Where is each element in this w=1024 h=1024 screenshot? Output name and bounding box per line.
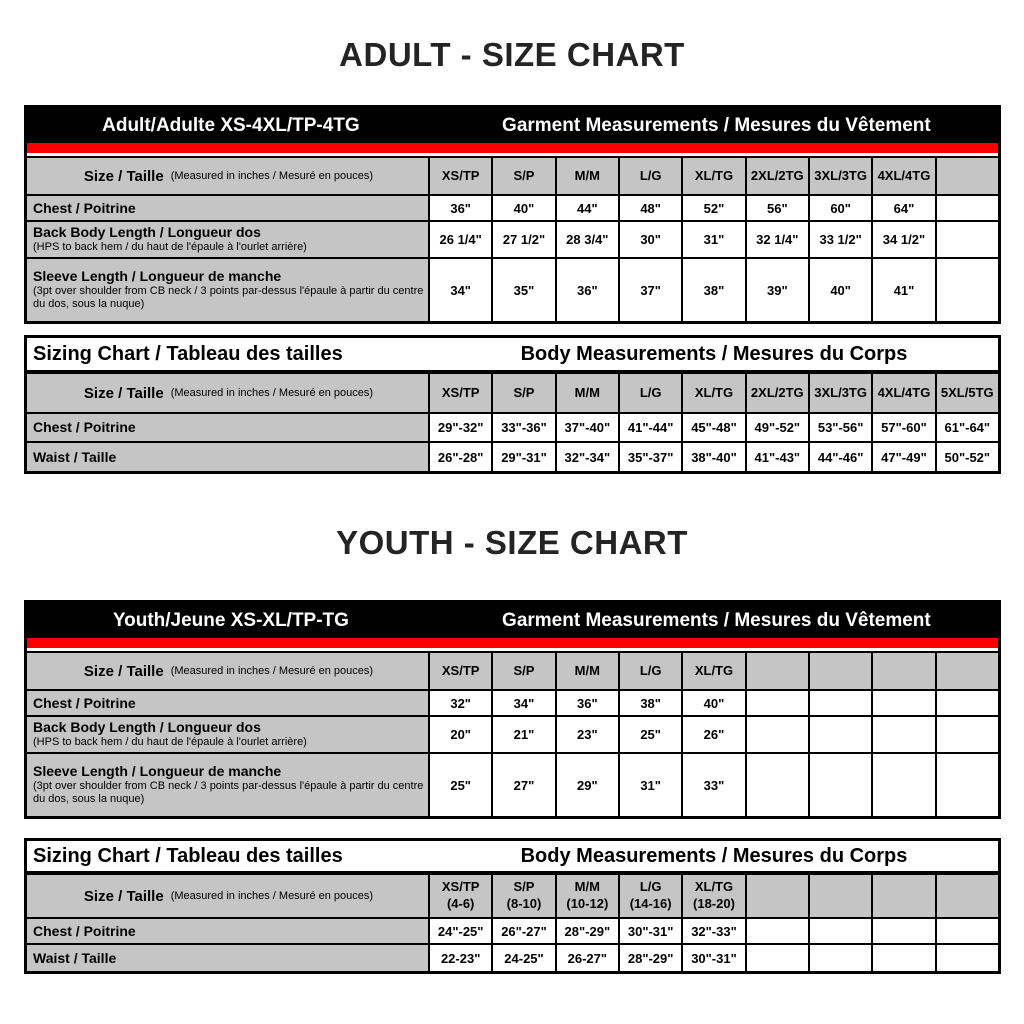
size-label-cell (27, 875, 430, 917)
value-text: 53"-56" (817, 420, 864, 435)
value-cell (557, 259, 620, 321)
size-label: Size / Taille (83, 167, 164, 185)
value-text: 50"-52" (944, 449, 991, 465)
size-measure-note: (Measured in inches / Mesuré en pouces) (170, 665, 374, 677)
adult-garment-header-right: Garment Measurements / Mesures du Vêtement (502, 114, 931, 136)
value-cell (937, 196, 998, 220)
adult-body-table (24, 335, 1001, 474)
value-cell (557, 222, 620, 257)
value-cell (937, 754, 998, 816)
size-column-header (557, 374, 620, 412)
size-column-label: XS/TP (441, 662, 480, 678)
value-cell (620, 196, 683, 220)
measurement-row (27, 259, 998, 321)
value-cell (683, 443, 746, 471)
value-cell (747, 717, 810, 752)
size-column-header (810, 653, 873, 689)
size-column-header (810, 875, 873, 917)
value-cell (683, 717, 746, 752)
value-cell (557, 691, 620, 715)
row-label: Waist / Taille (33, 448, 117, 465)
youth-body-header-right: Body Measurements / Mesures du Corps (520, 844, 908, 867)
value-cell (620, 222, 683, 257)
value-cell (493, 443, 556, 471)
value-cell (620, 754, 683, 816)
youth-garment-header-left: Youth/Jeune XS-XL/TP-TG (112, 609, 349, 631)
value-text: 29" (577, 777, 598, 793)
size-column-label: 3XL/3TG (814, 384, 867, 400)
value-cell (747, 196, 810, 220)
value-cell (620, 717, 683, 752)
value-cell (873, 754, 936, 816)
size-column-header (493, 374, 556, 412)
value-text: 40" (830, 282, 851, 298)
value-cell (430, 945, 493, 971)
value-text: 26"-28" (437, 449, 484, 465)
value-cell (493, 945, 556, 971)
row-note: (3pt over shoulder from CB neck / 3 points par-dessus l'épaule à partir du centre du dos, sous la nuque) (33, 284, 424, 311)
value-cell (620, 259, 683, 321)
value-cell (810, 414, 873, 441)
value-text: 34 1/2" (882, 232, 926, 247)
value-cell (683, 691, 746, 715)
size-column-label: 5XL/5TG (940, 384, 994, 400)
value-cell (683, 414, 746, 441)
value-cell (873, 443, 936, 471)
value-cell (747, 945, 810, 971)
size-column-label: M/M (574, 662, 600, 678)
value-cell (747, 754, 810, 816)
value-cell (557, 414, 620, 441)
value-cell (937, 443, 998, 471)
value-text: 33 1/2" (819, 232, 862, 247)
value-text: 47"-49" (881, 449, 927, 465)
value-text: 24"-25" (437, 923, 484, 939)
size-column-header (620, 374, 683, 412)
value-cell (430, 754, 493, 816)
value-text: 35" (513, 282, 535, 298)
size-column-label: 4XL/4TG (877, 384, 931, 400)
row-label: Back Body Length / Longueur dos (33, 719, 261, 736)
value-text: 20" (450, 727, 471, 742)
measurement-row (27, 443, 998, 471)
size-column-header (620, 875, 683, 917)
value-cell (493, 259, 556, 321)
value-text: 64" (893, 200, 915, 216)
value-text: 30"-31" (627, 923, 674, 939)
value-text: 28 3/4" (566, 232, 609, 247)
row-label-cell (27, 443, 430, 471)
size-column-label: 2XL/2TG (750, 167, 804, 183)
value-text: 36" (450, 200, 471, 216)
value-cell (493, 222, 556, 257)
value-cell (873, 717, 936, 752)
size-column-label: L/G (639, 167, 662, 183)
size-measure-note: (Measured in inches / Mesuré en pouces) (170, 387, 374, 399)
size-column-header (937, 158, 998, 194)
value-text: 49"-52" (754, 420, 801, 435)
value-cell (810, 691, 873, 715)
value-cell (430, 919, 493, 943)
value-cell (620, 414, 683, 441)
value-cell (430, 259, 493, 321)
value-cell (810, 717, 873, 752)
youth-garment-header-right: Garment Measurements / Mesures du Vêtement (502, 609, 931, 631)
size-label: Size / Taille (83, 662, 164, 680)
value-text: 22-23" (440, 950, 481, 966)
value-text: 41" (893, 282, 915, 298)
value-text: 48" (640, 200, 661, 216)
row-label-cell (27, 259, 430, 321)
youth-body-header-left: Sizing Chart / Tableau des tailles (33, 844, 343, 867)
value-cell (683, 919, 746, 943)
adult-garment-header-bar (27, 108, 998, 143)
value-cell (873, 919, 936, 943)
row-label-cell (27, 691, 430, 715)
value-text: 23" (577, 727, 598, 742)
value-cell (810, 196, 873, 220)
value-cell (493, 196, 556, 220)
youth-body-grid (27, 873, 998, 971)
value-text: 60" (830, 200, 851, 216)
adult-body-grid (27, 372, 998, 471)
size-column-header (493, 653, 556, 689)
size-label-cell (27, 158, 430, 194)
value-cell (937, 919, 998, 943)
value-text: 25" (640, 727, 661, 742)
row-label: Chest / Poitrine (33, 922, 136, 939)
size-measure-note: (Measured in inches / Mesuré en pouces) (170, 890, 374, 902)
size-column-label: S/P (513, 384, 535, 400)
value-text: 24-25" (504, 950, 544, 966)
youth-body-header-bar (27, 841, 998, 873)
size-column-sublabel: (4-6) (446, 896, 475, 911)
size-column-header (810, 158, 873, 194)
size-column-header (493, 875, 556, 917)
value-text: 36" (577, 282, 598, 298)
value-cell (683, 754, 746, 816)
size-column-label: M/M (574, 879, 600, 895)
row-label: Sleeve Length / Longueur de manche (33, 267, 282, 284)
value-text: 37" (640, 282, 661, 298)
size-column-header (683, 653, 746, 689)
size-column-header (430, 374, 493, 412)
row-note: (HPS to back hem / du haut de l'épaule à l'ourlet arrière) (33, 736, 307, 749)
size-column-header (557, 653, 620, 689)
size-column-header (430, 158, 493, 194)
value-cell (937, 717, 998, 752)
value-text: 44" (577, 200, 598, 216)
value-cell (747, 259, 810, 321)
red-accent-stripe (27, 143, 998, 153)
row-label: Chest / Poitrine (33, 199, 136, 216)
row-label-cell (27, 919, 430, 943)
value-text: 26" (703, 727, 725, 742)
value-cell (430, 717, 493, 752)
adult-body-header-left: Sizing Chart / Tableau des tailles (33, 342, 343, 365)
value-text: 32 1/4" (756, 232, 799, 247)
value-text: 57"-60" (881, 420, 927, 435)
value-cell (493, 414, 556, 441)
size-column-header (430, 653, 493, 689)
value-cell (873, 222, 936, 257)
value-cell (493, 919, 556, 943)
value-cell (557, 717, 620, 752)
value-cell (620, 443, 683, 471)
size-column-label: XL/TG (694, 662, 734, 678)
row-label: Back Body Length / Longueur dos (33, 224, 261, 241)
value-cell (683, 259, 746, 321)
value-cell (937, 222, 998, 257)
size-column-label: L/G (639, 384, 662, 400)
row-label-cell (27, 945, 430, 971)
value-text: 40" (703, 695, 725, 711)
value-text: 41"-43" (754, 449, 801, 465)
youth-garment-table (24, 600, 1001, 819)
measurement-row (27, 945, 998, 971)
red-accent-stripe (27, 638, 998, 648)
adult-body-header-bar (27, 338, 998, 372)
value-cell (810, 919, 873, 943)
value-cell (430, 443, 493, 471)
value-text: 32"-34" (564, 449, 611, 465)
value-text: 28"-29" (627, 950, 674, 966)
size-header-row (27, 653, 998, 691)
value-text: 27" (513, 777, 535, 793)
size-label: Size / Taille (83, 887, 164, 905)
value-text: 26"-27" (501, 923, 547, 939)
size-column-header (493, 158, 556, 194)
size-column-header (873, 875, 936, 917)
value-cell (430, 196, 493, 220)
value-cell (937, 259, 998, 321)
size-column-header (747, 374, 810, 412)
size-column-header (557, 158, 620, 194)
size-column-label: M/M (574, 167, 600, 183)
size-label-cell (27, 374, 430, 412)
size-label: Size / Taille (83, 384, 164, 402)
value-cell (557, 754, 620, 816)
row-label: Chest / Poitrine (33, 694, 136, 711)
value-text: 37"-40" (564, 420, 611, 435)
value-text: 40" (513, 200, 535, 216)
value-cell (937, 945, 998, 971)
size-measure-note: (Measured in inches / Mesuré en pouces) (170, 170, 374, 182)
adult-body-header-right: Body Measurements / Mesures du Corps (520, 342, 908, 365)
value-cell (620, 691, 683, 715)
value-text: 33"-36" (501, 420, 547, 435)
value-text: 27 1/2" (502, 232, 546, 247)
value-cell (747, 443, 810, 471)
size-column-header (620, 653, 683, 689)
row-note: (3pt over shoulder from CB neck / 3 points par-dessus l'épaule à partir du centre du dos, sous la nuque) (33, 779, 424, 806)
size-label-cell (27, 653, 430, 689)
value-cell (557, 196, 620, 220)
value-text: 45"-48" (691, 420, 737, 435)
size-column-header (937, 374, 998, 412)
value-cell (557, 945, 620, 971)
value-text: 31" (703, 232, 725, 247)
adult-garment-table (24, 105, 1001, 324)
value-cell (873, 414, 936, 441)
row-label-cell (27, 414, 430, 441)
value-cell (873, 196, 936, 220)
value-text: 26-27" (567, 950, 608, 966)
row-label-cell (27, 222, 430, 257)
size-column-header (747, 653, 810, 689)
size-column-label: 4XL/4TG (877, 167, 931, 183)
row-label: Sleeve Length / Longueur de manche (33, 762, 282, 779)
measurement-row (27, 222, 998, 259)
value-cell (937, 691, 998, 715)
value-text: 61"-64" (944, 420, 991, 435)
value-cell (430, 222, 493, 257)
value-text: 31" (640, 777, 661, 793)
value-text: 21" (513, 727, 535, 742)
size-column-header (873, 374, 936, 412)
measurement-row (27, 414, 998, 443)
value-text: 32"-33" (691, 923, 737, 939)
value-cell (810, 259, 873, 321)
size-column-header (937, 875, 998, 917)
row-label-cell (27, 196, 430, 220)
row-label-cell (27, 717, 430, 752)
size-column-label: L/G (639, 662, 662, 678)
value-text: 35"-37" (627, 449, 674, 465)
value-cell (620, 945, 683, 971)
adult-size-chart-title: ADULT - SIZE CHART (339, 36, 685, 73)
value-cell (493, 717, 556, 752)
value-cell (810, 945, 873, 971)
size-column-sublabel: (8-10) (506, 896, 542, 911)
row-note: (HPS to back hem / du haut de l'épaule à l'ourlet arrière) (33, 241, 307, 254)
youth-body-table (24, 838, 1001, 974)
measurement-row (27, 919, 998, 945)
row-label: Waist / Taille (33, 949, 117, 966)
row-label: Chest / Poitrine (33, 419, 136, 436)
measurement-row (27, 754, 998, 816)
size-column-header (557, 875, 620, 917)
size-column-header (873, 653, 936, 689)
value-cell (747, 222, 810, 257)
value-cell (493, 691, 556, 715)
value-text: 41"-44" (627, 420, 674, 435)
value-text: 39" (766, 282, 788, 298)
value-cell (810, 754, 873, 816)
value-cell (493, 754, 556, 816)
value-text: 26 1/4" (439, 232, 482, 247)
value-text: 28"-29" (564, 923, 611, 939)
value-cell (683, 222, 746, 257)
size-column-label: XS/TP (441, 384, 480, 400)
value-text: 44"-46" (817, 449, 864, 465)
size-column-label: 2XL/2TG (750, 384, 804, 400)
size-column-label: 3XL/3TG (814, 167, 867, 183)
value-cell (810, 222, 873, 257)
value-cell (747, 414, 810, 441)
value-text: 30" (640, 232, 661, 247)
value-cell (747, 691, 810, 715)
size-column-label: S/P (513, 662, 535, 678)
youth-size-chart-title: YOUTH - SIZE CHART (336, 524, 688, 561)
size-column-label: M/M (574, 384, 600, 400)
size-column-label: S/P (513, 167, 535, 183)
youth-garment-header-bar (27, 603, 998, 638)
value-cell (557, 919, 620, 943)
size-column-header (873, 158, 936, 194)
size-column-sublabel: (10-12) (566, 896, 609, 911)
adult-garment-header-left: Adult/Adulte XS-4XL/TP-4TG (102, 114, 360, 136)
size-column-label: S/P (513, 879, 535, 895)
value-text: 34" (450, 282, 471, 298)
size-column-label: XS/TP (441, 167, 480, 183)
value-cell (810, 443, 873, 471)
size-column-header (620, 158, 683, 194)
value-cell (557, 443, 620, 471)
size-column-header (747, 158, 810, 194)
size-column-label: XL/TG (694, 384, 734, 400)
value-cell (620, 919, 683, 943)
measurement-row (27, 717, 998, 754)
value-cell (683, 196, 746, 220)
value-cell (683, 945, 746, 971)
measurement-row (27, 196, 998, 222)
size-column-label: XL/TG (694, 167, 734, 183)
value-cell (873, 259, 936, 321)
size-header-row (27, 158, 998, 196)
measurement-row (27, 691, 998, 717)
row-label-cell (27, 754, 430, 816)
value-text: 32" (450, 695, 471, 711)
size-column-header (683, 374, 746, 412)
value-cell (430, 414, 493, 441)
value-text: 29"-32" (437, 420, 484, 435)
value-text: 36" (577, 695, 598, 711)
value-text: 30"-31" (691, 950, 737, 966)
size-column-label: XL/TG (694, 879, 734, 895)
value-cell (430, 691, 493, 715)
size-column-header (683, 875, 746, 917)
value-text: 29"-31" (501, 449, 547, 465)
adult-garment-grid (27, 156, 998, 321)
size-column-label: L/G (639, 879, 662, 895)
size-column-header (937, 653, 998, 689)
size-header-row (27, 875, 998, 919)
value-cell (937, 414, 998, 441)
size-header-row (27, 374, 998, 414)
youth-garment-grid (27, 651, 998, 816)
size-column-sublabel: (14-16) (629, 896, 672, 911)
size-column-header (747, 875, 810, 917)
value-text: 33" (703, 777, 725, 793)
value-text: 38" (640, 695, 661, 711)
value-cell (873, 691, 936, 715)
value-cell (747, 919, 810, 943)
value-text: 52" (703, 200, 725, 216)
value-cell (873, 945, 936, 971)
value-text: 38" (703, 282, 725, 298)
size-column-header (683, 158, 746, 194)
value-text: 25" (450, 777, 471, 793)
value-text: 38"-40" (691, 449, 737, 465)
value-text: 56" (766, 200, 788, 216)
size-column-header (810, 374, 873, 412)
size-column-sublabel: (18-20) (693, 896, 735, 911)
size-column-label: XS/TP (441, 879, 480, 895)
size-column-header (430, 875, 493, 917)
value-text: 34" (513, 695, 535, 711)
